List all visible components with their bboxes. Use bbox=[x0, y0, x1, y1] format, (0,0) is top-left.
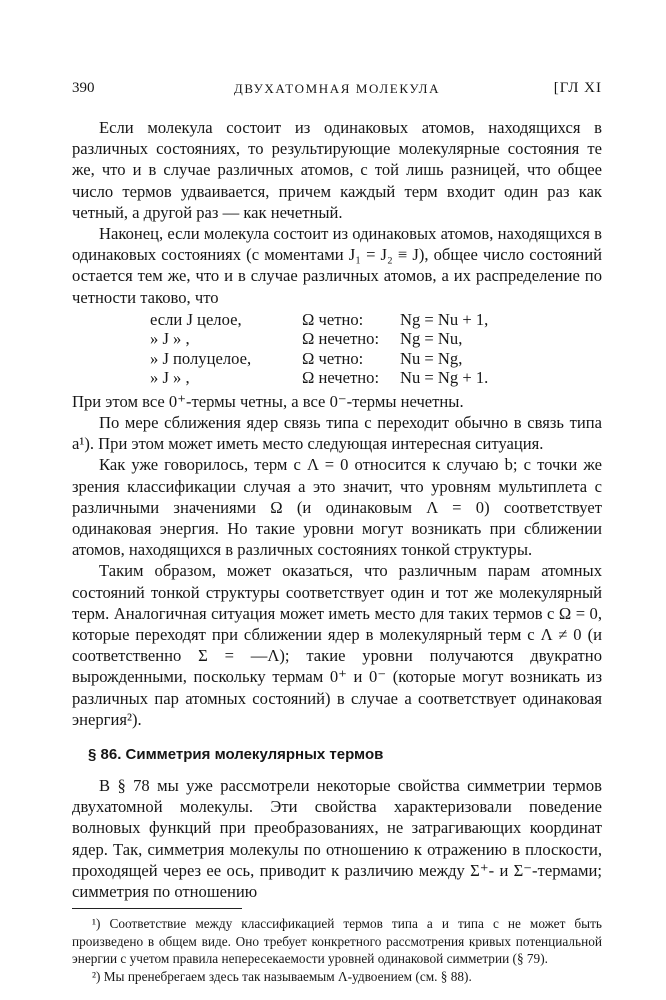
case-condition: если J целое, bbox=[150, 309, 242, 329]
section-heading: § 86. Симметрия молекулярных термов bbox=[88, 746, 384, 764]
running-header bbox=[72, 80, 602, 104]
case-omega: Ω нечетно: bbox=[302, 368, 380, 388]
parity-cases bbox=[72, 310, 602, 388]
case-relation: Nu = Ng + 1. bbox=[400, 368, 489, 388]
paragraph: Таким образом, может оказаться, что различным парам атомных состояний тонкой структуры соответствует один и тот же молекулярный терм. Аналогичная ситуация может иметь место для таких термов с Ω = 0, которые переходят при сближении ядер в молекулярный терм с Λ ≠ 0 (и соответственно Σ = —Λ); такие уровни получаются двукратно вырожденными, поскольку термам 0⁺ и 0⁻ (которые могут возникать из различных пар атомных состояний) в случае a соответствует одинаковая энергия²). bbox=[72, 561, 602, 729]
footnote-divider bbox=[72, 908, 242, 909]
case-row bbox=[72, 368, 602, 388]
footnote: ¹) Соответствие между классификацией термов типа a и типа c не может быть произведено в общем виде. Оно требует конкретного рассмотрения кривых потенциальной энергии с учетом правила непересекаемости уровней одинаковой симметрии (§ 79). bbox=[72, 916, 602, 967]
page-body bbox=[72, 117, 602, 986]
page-number: 390 bbox=[72, 80, 95, 96]
footnote: ²) Мы пренебрегаем здесь так называемым Λ-удвоением (см. § 88). bbox=[92, 969, 472, 985]
paragraph: По мере сближения ядер связь типа c переходит обычно в связь типа a¹). При этом может иметь место следующая интересная ситуация. bbox=[72, 413, 602, 454]
paragraph: Если молекула состоит из одинаковых атомов, находящихся в различных состояниях, то результирующие молекулярные состояния те же, что и в случае различных атомов, с той лишь разницей, что общее число термов удваивается, причем каждый терм входит один раз как четный, а другой раз — как нечетный. bbox=[72, 118, 602, 222]
case-condition: » J полуцелое, bbox=[150, 348, 252, 368]
running-title: ДВУХАТОМНАЯ МОЛЕКУЛА bbox=[233, 81, 441, 96]
case-row bbox=[72, 349, 602, 369]
paragraph: В § 78 мы уже рассмотрели некоторые свойства симметрии термов двухатомной молекулы. Эти свойства характеризовали поведение волновых функций при преобразованиях, не затрагивающих координат ядер. Так, симметрия молекулы по отношению к отражению в плоскости, проходящей через ее ось, приводит к различию между Σ⁺- и Σ⁻-термами; симметрия по отношению bbox=[72, 776, 602, 902]
case-condition: » J » , bbox=[150, 329, 190, 349]
case-row bbox=[72, 310, 602, 330]
paragraph: При этом все 0⁺-термы четны, а все 0⁻-термы нечетны. bbox=[72, 391, 464, 411]
paragraph: Наконец, если молекула состоит из одинаковых атомов, находящихся в одинаковых состояниях (с моментами J₁ = J₂ ≡ J), общее число состояний остается тем же, что и в случае различных атомов, а их распределение по четности таково, что bbox=[72, 224, 602, 307]
case-relation: Ng = Nu + 1, bbox=[400, 309, 489, 329]
case-row bbox=[72, 329, 602, 349]
case-relation: Nu = Ng, bbox=[400, 348, 463, 368]
case-omega: Ω четно: bbox=[302, 309, 364, 329]
case-omega: Ω четно: bbox=[302, 348, 364, 368]
case-omega: Ω нечетно: bbox=[302, 329, 380, 349]
case-relation: Ng = Nu, bbox=[400, 329, 463, 349]
paragraph: Как уже говорилось, терм с Λ = 0 относится к случаю b; с точки же зрения классификации случая a это значит, что уровням мультиплета с различными значениями Ω (и одинаковым Λ = 0) соответствует одинаковая энергия. Но такие уровни могут возникать при сближении атомов, находящихся в различных состояниях тонкой структуры. bbox=[72, 455, 602, 560]
case-condition: » J » , bbox=[150, 368, 190, 388]
chapter-label: [ГЛ XI bbox=[553, 80, 602, 96]
